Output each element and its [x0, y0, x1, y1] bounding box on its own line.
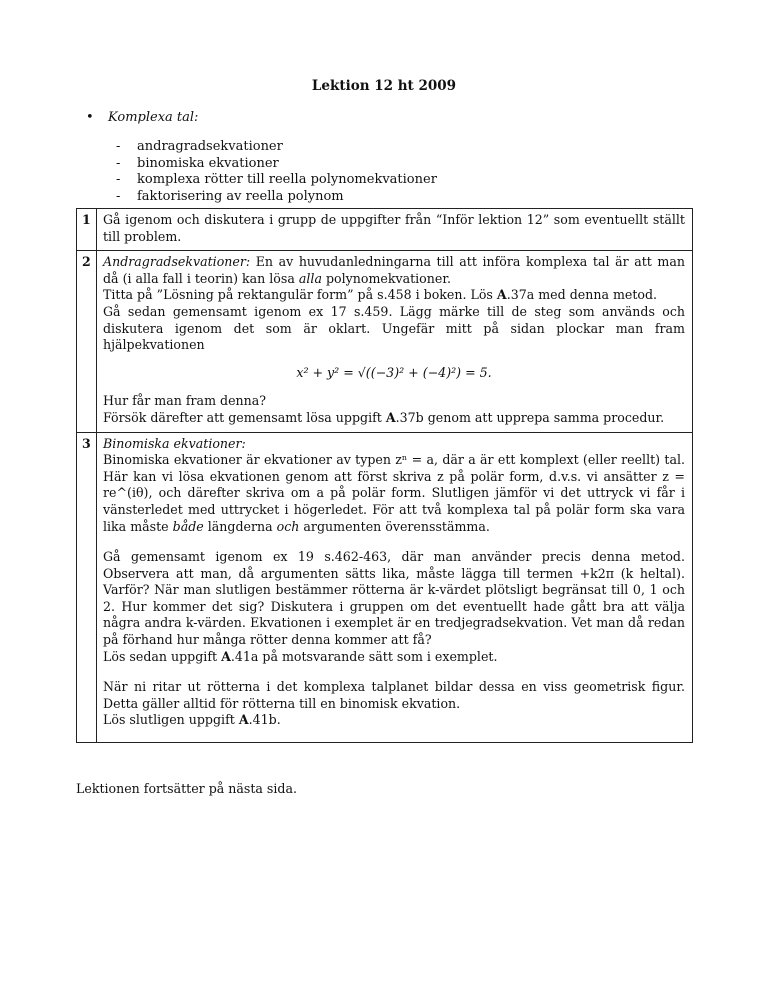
dash-icon: -: [116, 155, 121, 171]
footer-note: Lektionen fortsätter på nästa sida.: [76, 781, 297, 796]
bullet-icon: •: [86, 110, 94, 125]
task-body: [97, 432, 693, 743]
task-paragraph: Lös sedan uppgift A.41a på motsvarande sätt som i exemplet.: [103, 648, 498, 664]
task-number: 3: [77, 432, 97, 743]
task-paragraph: Andragradsekvationer: En av huvudanledningarna till att införa komplexa tal är att man då (i alla fall i teorin) kan lösa alla polynomekvationer.: [103, 254, 685, 286]
topic-label: Komplexa tal:: [108, 110, 199, 125]
task-number: 2: [77, 251, 97, 432]
topic-heading: [86, 110, 198, 125]
task-paragraph: Lös slutligen uppgift A.41b.: [103, 712, 281, 728]
task-heading: Andragradsekvationer:: [103, 254, 251, 270]
task-heading: Binomiska ekvationer:: [103, 435, 246, 451]
task-paragraph: Titta på ”Lösning på rektangulär form” på s.458 i boken. Lös A.37a med denna metod.: [103, 287, 658, 303]
task-paragraph: Binomiska ekvationer är ekvationer av typen zⁿ = a, där a är ett komplext (eller reellt) tal. Här kan vi lösa ekvationen genom att först skriva z på polär form, d.v.s. vi ansätter z = re^(iθ), och därefter skriva om a på polär form. Slutligen jämför vi det uttryck vi får i vänsterledet med uttrycket i högerledet. För att två komplexa tal på polär form ska vara lika måste både längderna och argumenten överensstämma.: [103, 452, 685, 534]
task-paragraph: När ni ritar ut rötterna i det komplexa talplanet bildar dessa en viss geometrisk figur. Detta gäller alltid för rötterna till en binomisk ekvation.: [103, 679, 685, 711]
list-item: - faktorisering av reella polynom: [116, 188, 344, 204]
task-paragraph: Försök därefter att gemensamt lösa uppgift A.37b genom att upprepa samma procedur.: [103, 409, 665, 425]
dash-icon: -: [116, 139, 121, 154]
task-row: [77, 432, 693, 743]
dash-icon: -: [116, 188, 121, 204]
task-body: [97, 251, 693, 432]
task-row: [77, 209, 693, 251]
equation: x² + y² = √((−3)² + (−4)²) = 5.: [296, 364, 492, 380]
list-item: - andragradsekvationer: [116, 139, 283, 154]
task-text: Gå igenom och diskutera i grupp de uppgifter från “Inför lektion 12” som eventuellt ställt till problem.: [103, 212, 685, 244]
paragraph-gap: [103, 535, 685, 549]
topic-list: [116, 139, 437, 205]
paragraph-gap: [103, 665, 685, 679]
dash-icon: -: [116, 172, 121, 187]
cell-bottom-space: [103, 729, 685, 737]
task-paragraph: Hur får man fram denna?: [103, 393, 267, 409]
task-paragraph: Gå sedan gemensamt igenom ex 17 s.459. Lägg märke till de steg som används och diskutera igenom det som är oklart. Ungefär mitt på sidan plockar man fram hjälpekvationen: [103, 303, 685, 353]
list-item: - binomiska ekvationer: [116, 155, 279, 171]
task-table: [76, 208, 693, 743]
task-body: [97, 209, 693, 251]
task-row: [77, 251, 693, 432]
page-title: Lektion 12 ht 2009: [311, 78, 457, 94]
list-item: - komplexa rötter till reella polynomekvationer: [116, 172, 437, 187]
task-paragraph: Gå gemensamt igenom ex 19 s.462-463, där man använder precis denna metod. Observera att man, då argumenten sätts lika, måste lägga till termen +k2π (k heltal). Varför? När man slutligen bestämmer rötterna är k-värdet plötsligt begränsat till 0, 1 och 2. Hur kommer det sig? Diskutera i gruppen om det eventuellt hade gått bra att välja några andra k-värden. Ekvationen i exemplet är en tredjegradsekvation. Vet man då redan på förhand hur många rötter denna kommer att få?: [103, 549, 685, 648]
task-number: 1: [77, 209, 97, 251]
